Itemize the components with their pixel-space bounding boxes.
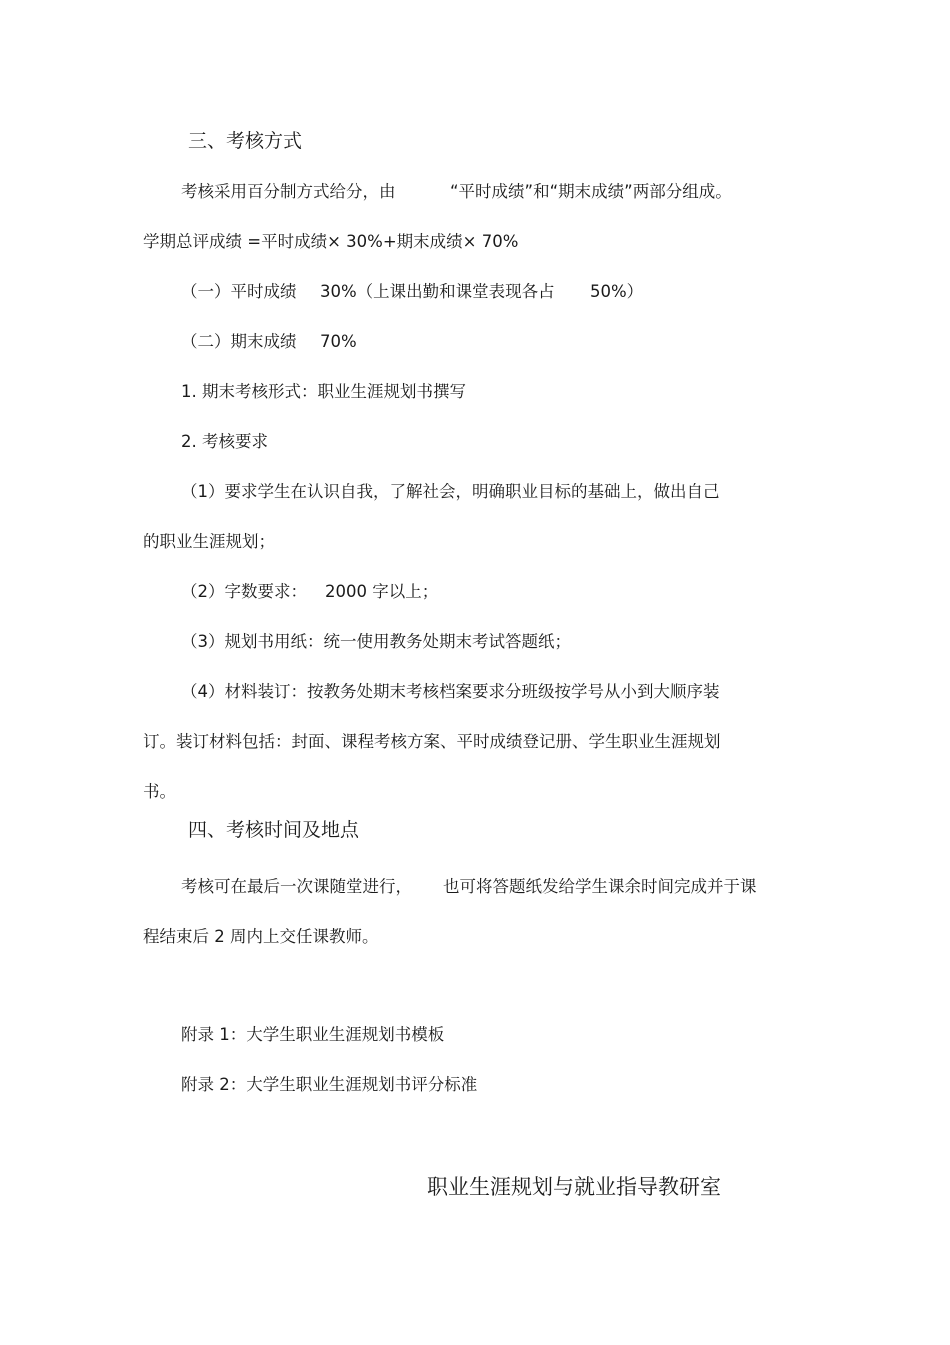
requirement-4-line-1: （4）材料装订：按教务处期末考核档案要求分班级按学号从小到大顺序装 [181, 682, 720, 701]
requirement-3-line: （3）规划书用纸：统一使用教务处期末考试答题纸； [181, 632, 571, 651]
section-4-paragraph-part-c: 程结束后 2 周内上交任课教师。 [143, 927, 379, 946]
appendix-1: 附录 1：大学生职业生涯规划书模板 [181, 1025, 445, 1044]
item-2-percent: 70% [320, 332, 357, 351]
item-1-percent: 50%） [590, 282, 644, 301]
section-3-paragraph-part-a: 考核采用百分制方式给分，由 [181, 182, 396, 201]
requirement-1-line-2: 的职业生涯规划； [143, 532, 275, 551]
appendix-2: 附录 2：大学生职业生涯规划书评分标准 [181, 1075, 478, 1094]
total-score-formula: 学期总评成绩 =平时成绩× 30%+期末成绩× 70% [143, 232, 519, 251]
section-3-paragraph-part-b: “平时成绩”和“期末成绩”两部分组成。 [450, 182, 732, 201]
requirement-1-line-1: （1）要求学生在认识自我，了解社会，明确职业目标的基础上，做出自己 [181, 482, 720, 501]
item-1-label: （一）平时成绩 [181, 282, 297, 301]
exam-form-line: 1. 期末考核形式：职业生涯规划书撰写 [181, 382, 466, 401]
signature-department: 职业生涯规划与就业指导教研室 [427, 1175, 721, 1199]
requirement-4-line-2: 订。装订材料包括：封面、课程考核方案、平时成绩登记册、学生职业生涯规划 [143, 732, 721, 751]
section-4-paragraph-part-a: 考核可在最后一次课随堂进行， [181, 877, 412, 896]
requirement-2-label: （2）字数要求： [181, 582, 307, 601]
exam-requirements-heading: 2. 考核要求 [181, 432, 268, 451]
item-1-detail: 30%（上课出勤和课堂表现各占 [320, 282, 555, 301]
section-4-paragraph-part-b: 也可将答题纸发给学生课余时间完成并于课 [443, 877, 757, 896]
requirement-4-line-3: 书。 [143, 782, 176, 801]
requirement-2-value: 2000 字以上； [325, 582, 439, 601]
section-4-heading: 四、考核时间及地点 [188, 819, 360, 841]
item-2-label: （二）期末成绩 [181, 332, 297, 351]
section-3-heading: 三、考核方式 [188, 130, 303, 152]
